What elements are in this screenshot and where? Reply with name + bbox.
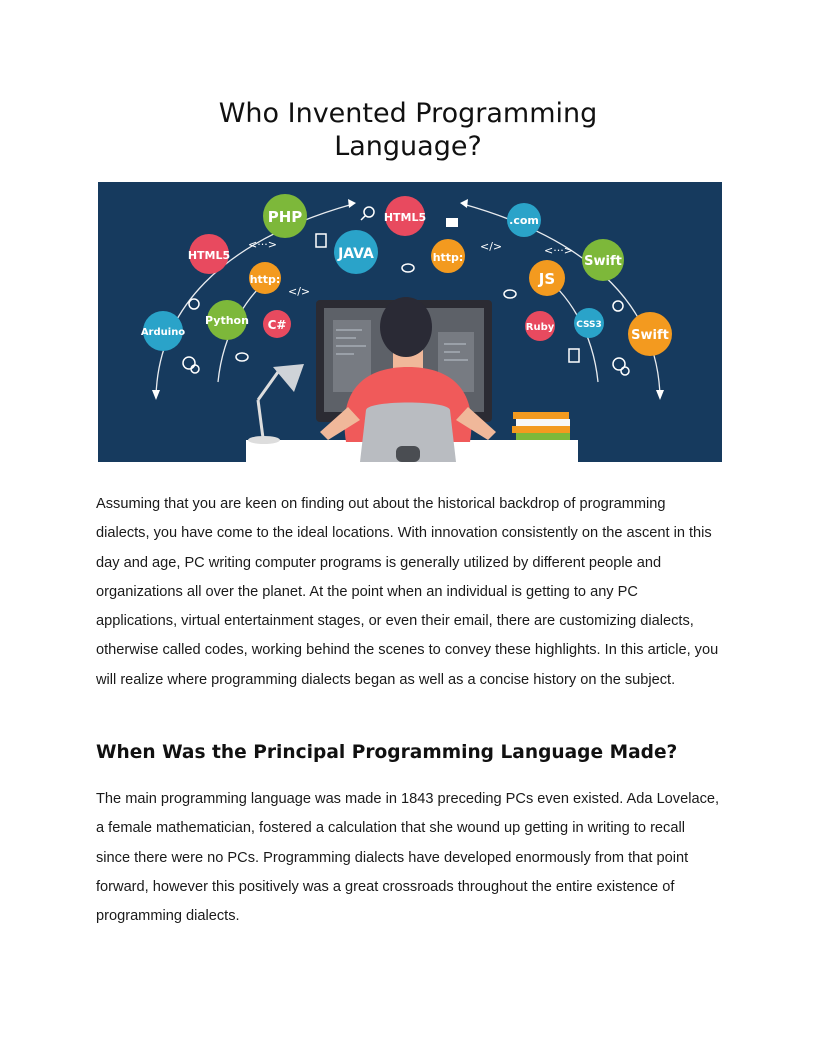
gear-icon xyxy=(191,365,199,373)
hero-illustration xyxy=(98,182,722,462)
svg-text:http:: http: xyxy=(249,273,281,286)
svg-text:JAVA: JAVA xyxy=(338,246,374,262)
badge-swift-bottom xyxy=(628,312,672,356)
svg-text:C#: C# xyxy=(267,318,287,332)
chair xyxy=(360,403,456,463)
gear-icon xyxy=(183,357,195,369)
document-icon xyxy=(316,234,326,247)
page-title: Who Invented Programming Language? xyxy=(218,98,598,162)
code-tag: </> xyxy=(288,285,311,298)
badge-ruby xyxy=(525,311,555,341)
svg-text:HTML5: HTML5 xyxy=(383,211,427,224)
svg-text:http:: http: xyxy=(432,251,464,264)
code-tag: <···> xyxy=(248,238,277,251)
badge-html5-top xyxy=(384,196,426,236)
document-icon xyxy=(569,349,579,362)
books xyxy=(512,412,570,440)
chat-icon xyxy=(236,353,248,361)
badge-java xyxy=(334,230,378,274)
svg-text:JS: JS xyxy=(538,270,556,288)
folder-icon xyxy=(446,218,458,227)
svg-text:PHP: PHP xyxy=(267,208,303,226)
badge-html5-left xyxy=(188,234,230,274)
badge-http-left xyxy=(249,262,281,294)
intro-paragraph: Assuming that you are keen on finding out about the historical backdrop of programming dialects, you have come to the ideal locations. With innovation consistently on the ascent in this day and age, PC writing computer programs is generally utilized by different people and organizations all over the planet. At the point when an individual is getting to any PC applications, virtual entertainment stages, or even their email, there are customizing dialects, otherwise called codes, working behind the scenes to convey these highlights. In this article, you will realize where programming dialects began as well as a concise history on the subject. xyxy=(96,496,719,688)
gear-icon xyxy=(621,367,629,375)
svg-text:Swift: Swift xyxy=(584,254,622,269)
badge-python xyxy=(205,300,249,340)
badge-css3 xyxy=(574,308,604,338)
desk-lamp xyxy=(258,372,278,438)
code-tag: </> xyxy=(480,240,503,253)
section-paragraph: The main programming language was made in 1843 preceding PCs even existed. Ada Lovelace, a female mathematician, fostered a calculation that she wound up getting in writing to recall since there were no PCs. Programming dialects have developed enormously from that point forward, however this positively was a great crossroads throughout the entire existence of programming dialects. xyxy=(96,791,720,925)
section-heading: When Was the Principal Programming Language Made? xyxy=(96,742,678,763)
badge-swift-top xyxy=(582,239,624,281)
search-icon xyxy=(189,299,199,309)
svg-text:.com: .com xyxy=(509,214,539,227)
search-icon xyxy=(613,301,623,311)
code-tag: <···> xyxy=(544,244,573,257)
badge-dotcom xyxy=(507,203,541,237)
chat-icon xyxy=(402,264,414,272)
svg-text:Swift: Swift xyxy=(631,328,669,343)
chat-icon xyxy=(504,290,516,298)
svg-text:Ruby: Ruby xyxy=(525,322,555,333)
svg-text:HTML5: HTML5 xyxy=(187,249,231,262)
svg-text:Arduino: Arduino xyxy=(140,327,186,338)
search-icon xyxy=(364,207,374,217)
badge-csharp xyxy=(263,310,291,338)
badge-http-center xyxy=(431,239,465,273)
search-icon xyxy=(361,216,365,220)
badge-js xyxy=(529,260,565,296)
badge-php xyxy=(263,194,307,238)
svg-text:Python: Python xyxy=(205,314,249,327)
svg-text:CSS3: CSS3 xyxy=(576,320,602,330)
